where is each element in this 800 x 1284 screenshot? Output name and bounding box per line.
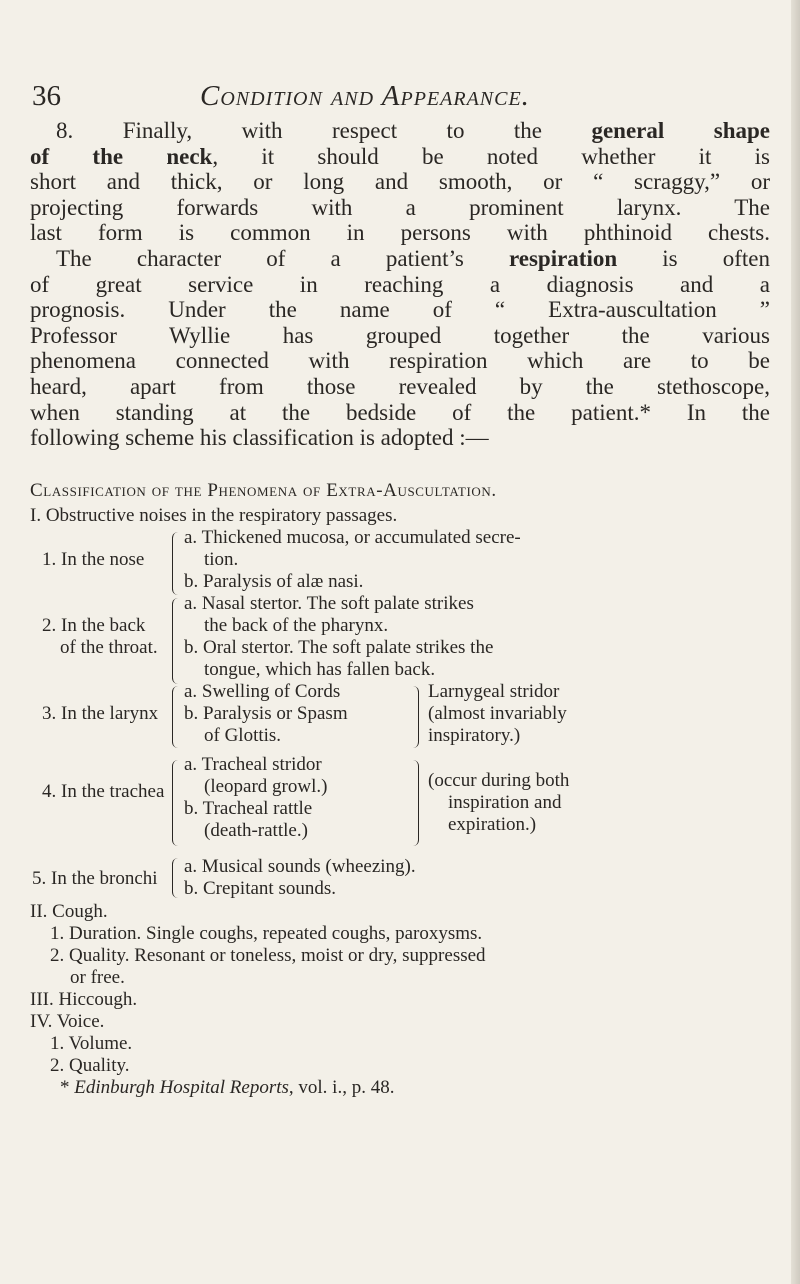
category-label: of the throat.: [60, 637, 158, 658]
footnote: * Edinburgh Hospital Reports, vol. i., p. 48.: [60, 1077, 395, 1098]
brace: [412, 760, 419, 846]
category-item: a. Thickened mucosa, or accumulated secre-: [184, 527, 521, 548]
section-item: 1. Duration. Single coughs, repeated coughs, paroxysms.: [50, 923, 483, 944]
brace: [172, 686, 179, 748]
section-heading: IV. Voice.: [30, 1011, 105, 1032]
category-note: expiration.): [448, 814, 537, 835]
category-item: a. Swelling of Cords: [184, 681, 341, 702]
category-note: (almost invariably: [428, 703, 567, 724]
category-item: the back of the pharynx.: [204, 615, 389, 636]
paragraph-line: phenomena connected with respiration which are to be: [30, 348, 770, 374]
category-note: inspiratory.): [428, 725, 521, 746]
category-item: a. Musical sounds (wheezing).: [184, 856, 416, 877]
section-item: 1. Volume.: [50, 1033, 133, 1054]
paragraph-line: prognosis. Under the name of “ Extra-auscultation ”: [30, 297, 770, 323]
category-note: Larnygeal stridor: [428, 681, 560, 702]
category-label: 4. In the trachea: [42, 781, 165, 802]
paragraph-line: short and thick, or long and smooth, or “ scraggy,” or: [30, 169, 770, 195]
category-item: of Glottis.: [204, 725, 282, 746]
body-paragraph: [30, 118, 770, 451]
section-item: 2. Quality.: [50, 1055, 130, 1076]
category-item: (leopard growl.): [204, 776, 328, 797]
paragraph-line: of great service in reaching a diagnosis and a: [30, 271, 770, 297]
category-label: 1. In the nose: [42, 549, 145, 570]
category-note: (occur during both: [428, 770, 570, 791]
paragraph-line: Professor Wyllie has grouped together the various: [30, 322, 770, 348]
running-title: Condition and Appearance.: [200, 80, 530, 112]
section-heading: I. Obstructive noises in the respiratory passages.: [30, 505, 398, 526]
section-item: or free.: [70, 967, 125, 988]
paragraph-line: when standing at the bedside of the patient.* In the: [30, 399, 770, 425]
page-edge: [791, 0, 800, 1284]
classification-caption: Classification of the Phenomena of Extra-Auscultation.: [30, 480, 497, 501]
category-note: inspiration and: [448, 792, 562, 813]
category-item: b. Tracheal rattle: [184, 798, 313, 819]
category-item: b. Paralysis of alæ nasi.: [184, 571, 364, 592]
page-number: 36: [32, 80, 61, 112]
brace: [172, 532, 179, 595]
section-heading: II. Cough.: [30, 901, 108, 922]
paragraph-line: heard, apart from those revealed by the stethoscope,: [30, 373, 770, 399]
category-item: a. Nasal stertor. The soft palate strikes: [184, 593, 474, 614]
category-item: b. Oral stertor. The soft palate strikes the: [184, 637, 494, 658]
category-item: (death-rattle.): [204, 820, 308, 841]
brace: [172, 598, 179, 684]
paragraph-line: 8. Finally, with respect to the general shape: [56, 118, 770, 143]
category-item: tongue, which has fallen back.: [204, 659, 436, 680]
section-item: 2. Quality. Resonant or toneless, moist or dry, suppressed: [50, 945, 486, 966]
brace: [172, 858, 179, 898]
paragraph-line: of the neck, it should be noted whether it is: [30, 143, 770, 169]
brace: [412, 686, 419, 748]
paragraph-line: The character of a patient’s respiration is often: [56, 245, 770, 271]
section-heading: III. Hiccough.: [30, 989, 138, 1010]
paragraph-line: projecting forwards with a prominent larynx. The: [30, 194, 770, 220]
category-label: 2. In the back: [42, 615, 146, 636]
paragraph-line: following scheme his classification is adopted :—: [30, 425, 489, 451]
category-label: 3. In the larynx: [42, 703, 159, 724]
category-label: 5. In the bronchi: [32, 868, 158, 889]
category-item: tion.: [204, 549, 239, 570]
paragraph-line: last form is common in persons with phthinoid chests.: [30, 220, 770, 246]
category-item: b. Crepitant sounds.: [184, 878, 336, 899]
category-item: b. Paralysis or Spasm: [184, 703, 348, 724]
category-item: a. Tracheal stridor: [184, 754, 322, 775]
brace: [172, 760, 179, 846]
